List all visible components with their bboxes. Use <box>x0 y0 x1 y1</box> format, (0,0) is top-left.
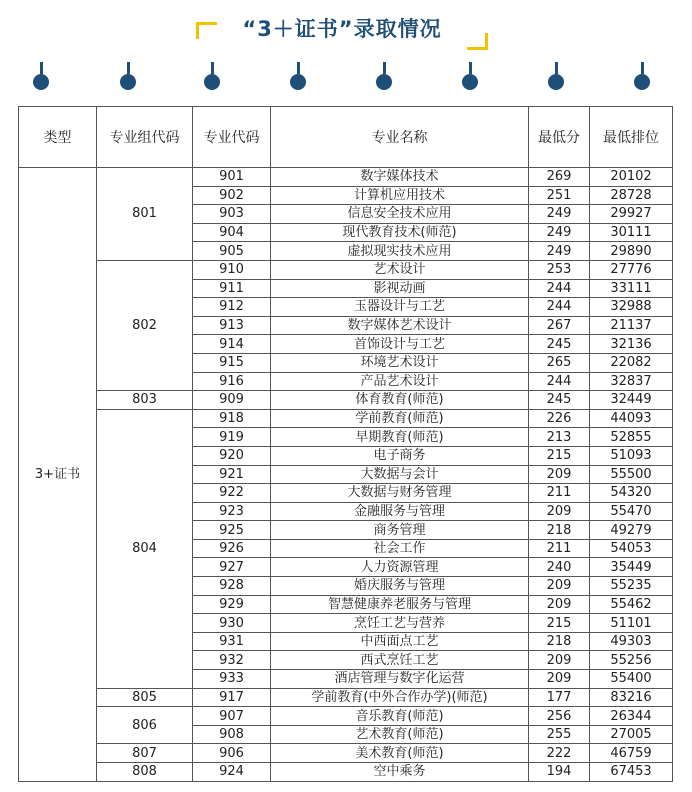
min-rank-cell: 32988 <box>590 298 673 317</box>
major-name-cell: 人力资源管理 <box>271 558 529 577</box>
major-name-cell: 中西面点工艺 <box>271 632 529 651</box>
min-rank-cell: 51101 <box>590 614 673 633</box>
min-score-cell: 211 <box>529 539 590 558</box>
min-score-cell: 209 <box>529 577 590 596</box>
major-name-cell: 学前教育(中外合作办学)(师范) <box>271 688 529 707</box>
major-code-cell: 902 <box>193 186 271 205</box>
major-code-cell: 923 <box>193 502 271 521</box>
major-name-cell: 影视动画 <box>271 279 529 298</box>
major-code-cell: 924 <box>193 763 271 782</box>
major-code-cell: 916 <box>193 372 271 391</box>
major-name-cell: 学前教育(师范) <box>271 409 529 428</box>
min-rank-cell: 32837 <box>590 372 673 391</box>
major-name-cell: 商务管理 <box>271 521 529 540</box>
major-code-cell: 922 <box>193 484 271 503</box>
pin-icon <box>376 62 392 90</box>
page-title: “3＋证书”录取情况 <box>242 17 442 41</box>
header-group-code: 专业组代码 <box>97 107 193 168</box>
min-rank-cell: 55256 <box>590 651 673 670</box>
min-score-cell: 209 <box>529 465 590 484</box>
min-score-cell: 211 <box>529 484 590 503</box>
min-rank-cell: 83216 <box>590 688 673 707</box>
min-rank-cell: 55470 <box>590 502 673 521</box>
min-rank-cell: 30111 <box>590 223 673 242</box>
major-name-cell: 社会工作 <box>271 539 529 558</box>
min-score-cell: 194 <box>529 763 590 782</box>
major-name-cell: 计算机应用技术 <box>271 186 529 205</box>
min-score-cell: 255 <box>529 725 590 744</box>
min-score-cell: 209 <box>529 670 590 689</box>
major-name-cell: 智慧健康养老服务与管理 <box>271 595 529 614</box>
min-score-cell: 256 <box>529 707 590 726</box>
type-cell: 3+证书 <box>19 168 97 782</box>
min-score-cell: 209 <box>529 651 590 670</box>
major-name-cell: 玉器设计与工艺 <box>271 298 529 317</box>
major-name-cell: 艺术设计 <box>271 260 529 279</box>
group-code-cell: 806 <box>97 707 193 744</box>
min-score-cell: 251 <box>529 186 590 205</box>
major-name-cell: 体育教育(师范) <box>271 391 529 410</box>
major-code-cell: 906 <box>193 744 271 763</box>
major-name-cell: 烹饪工艺与营养 <box>271 614 529 633</box>
major-name-cell: 电子商务 <box>271 446 529 465</box>
major-code-cell: 920 <box>193 446 271 465</box>
group-code-cell: 804 <box>97 409 193 688</box>
pin-icon <box>290 62 306 90</box>
min-rank-cell: 35449 <box>590 558 673 577</box>
major-code-cell: 921 <box>193 465 271 484</box>
group-code-cell: 801 <box>97 168 193 261</box>
group-code-cell: 808 <box>97 763 193 782</box>
major-name-cell: 艺术教育(师范) <box>271 725 529 744</box>
header-type: 类型 <box>19 107 97 168</box>
major-name-cell: 早期教育(师范) <box>271 428 529 447</box>
min-score-cell: 222 <box>529 744 590 763</box>
min-score-cell: 218 <box>529 632 590 651</box>
major-code-cell: 919 <box>193 428 271 447</box>
major-code-cell: 913 <box>193 316 271 335</box>
min-score-cell: 240 <box>529 558 590 577</box>
min-score-cell: 244 <box>529 372 590 391</box>
min-rank-cell: 20102 <box>590 168 673 187</box>
major-code-cell: 917 <box>193 688 271 707</box>
min-rank-cell: 29927 <box>590 205 673 224</box>
min-rank-cell: 26344 <box>590 707 673 726</box>
min-rank-cell: 32136 <box>590 335 673 354</box>
major-name-cell: 美术教育(师范) <box>271 744 529 763</box>
major-name-cell: 音乐教育(师范) <box>271 707 529 726</box>
major-code-cell: 910 <box>193 260 271 279</box>
min-rank-cell: 29890 <box>590 242 673 261</box>
min-rank-cell: 54053 <box>590 539 673 558</box>
min-score-cell: 253 <box>529 260 590 279</box>
min-score-cell: 244 <box>529 298 590 317</box>
major-name-cell: 环境艺术设计 <box>271 353 529 372</box>
major-name-cell: 现代教育技术(师范) <box>271 223 529 242</box>
min-score-cell: 215 <box>529 614 590 633</box>
header-major-code: 专业代码 <box>193 107 271 168</box>
decorative-pins <box>0 62 692 102</box>
min-rank-cell: 28728 <box>590 186 673 205</box>
pin-icon <box>634 62 650 90</box>
min-rank-cell: 22082 <box>590 353 673 372</box>
min-score-cell: 215 <box>529 446 590 465</box>
pin-icon <box>120 62 136 90</box>
min-rank-cell: 33111 <box>590 279 673 298</box>
major-code-cell: 914 <box>193 335 271 354</box>
min-rank-cell: 49279 <box>590 521 673 540</box>
major-code-cell: 905 <box>193 242 271 261</box>
min-rank-cell: 55462 <box>590 595 673 614</box>
group-code-cell: 802 <box>97 260 193 390</box>
major-name-cell: 西式烹饪工艺 <box>271 651 529 670</box>
pin-icon <box>462 62 478 90</box>
major-name-cell: 首饰设计与工艺 <box>271 335 529 354</box>
major-name-cell: 酒店管理与数字化运营 <box>271 670 529 689</box>
min-score-cell: 245 <box>529 335 590 354</box>
table-body <box>19 168 673 782</box>
major-code-cell: 904 <box>193 223 271 242</box>
major-code-cell: 925 <box>193 521 271 540</box>
major-name-cell: 婚庆服务与管理 <box>271 577 529 596</box>
major-code-cell: 932 <box>193 651 271 670</box>
min-score-cell: 267 <box>529 316 590 335</box>
title-banner <box>196 14 488 50</box>
major-code-cell: 908 <box>193 725 271 744</box>
min-score-cell: 226 <box>529 409 590 428</box>
table-row <box>19 168 673 187</box>
min-rank-cell: 52855 <box>590 428 673 447</box>
min-rank-cell: 55235 <box>590 577 673 596</box>
min-score-cell: 244 <box>529 279 590 298</box>
header-min-rank: 最低排位 <box>590 107 673 168</box>
min-rank-cell: 49303 <box>590 632 673 651</box>
major-code-cell: 903 <box>193 205 271 224</box>
min-rank-cell: 21137 <box>590 316 673 335</box>
major-name-cell: 空中乘务 <box>271 763 529 782</box>
table-row <box>19 391 673 410</box>
pin-icon <box>204 62 220 90</box>
min-rank-cell: 27776 <box>590 260 673 279</box>
major-code-cell: 915 <box>193 353 271 372</box>
major-name-cell: 大数据与会计 <box>271 465 529 484</box>
min-score-cell: 265 <box>529 353 590 372</box>
major-code-cell: 927 <box>193 558 271 577</box>
min-score-cell: 213 <box>529 428 590 447</box>
major-code-cell: 933 <box>193 670 271 689</box>
min-score-cell: 245 <box>529 391 590 410</box>
header-min-score: 最低分 <box>529 107 590 168</box>
major-code-cell: 901 <box>193 168 271 187</box>
min-rank-cell: 67453 <box>590 763 673 782</box>
table-row <box>19 688 673 707</box>
group-code-cell: 805 <box>97 688 193 707</box>
min-rank-cell: 27005 <box>590 725 673 744</box>
min-rank-cell: 55500 <box>590 465 673 484</box>
group-code-cell: 807 <box>97 744 193 763</box>
major-name-cell: 金融服务与管理 <box>271 502 529 521</box>
min-rank-cell: 51093 <box>590 446 673 465</box>
major-code-cell: 930 <box>193 614 271 633</box>
min-rank-cell: 44093 <box>590 409 673 428</box>
table-row <box>19 707 673 726</box>
table-row <box>19 409 673 428</box>
min-rank-cell: 46759 <box>590 744 673 763</box>
major-code-cell: 909 <box>193 391 271 410</box>
major-code-cell: 931 <box>193 632 271 651</box>
header-major-name: 专业名称 <box>271 107 529 168</box>
table-header-row <box>19 107 673 168</box>
pin-icon <box>33 62 49 90</box>
min-rank-cell: 55400 <box>590 670 673 689</box>
min-score-cell: 249 <box>529 242 590 261</box>
min-rank-cell: 32449 <box>590 391 673 410</box>
min-score-cell: 209 <box>529 595 590 614</box>
major-code-cell: 907 <box>193 707 271 726</box>
major-code-cell: 928 <box>193 577 271 596</box>
pin-icon <box>548 62 564 90</box>
admission-table <box>18 106 673 782</box>
major-name-cell: 信息安全技术应用 <box>271 205 529 224</box>
min-score-cell: 218 <box>529 521 590 540</box>
major-code-cell: 929 <box>193 595 271 614</box>
major-code-cell: 911 <box>193 279 271 298</box>
min-score-cell: 177 <box>529 688 590 707</box>
major-code-cell: 912 <box>193 298 271 317</box>
min-score-cell: 249 <box>529 205 590 224</box>
table-row <box>19 260 673 279</box>
min-score-cell: 209 <box>529 502 590 521</box>
major-name-cell: 大数据与财务管理 <box>271 484 529 503</box>
major-name-cell: 数字媒体技术 <box>271 168 529 187</box>
table-row <box>19 744 673 763</box>
major-code-cell: 918 <box>193 409 271 428</box>
major-name-cell: 产品艺术设计 <box>271 372 529 391</box>
min-score-cell: 249 <box>529 223 590 242</box>
table-row <box>19 763 673 782</box>
min-rank-cell: 54320 <box>590 484 673 503</box>
major-name-cell: 虚拟现实技术应用 <box>271 242 529 261</box>
group-code-cell: 803 <box>97 391 193 410</box>
min-score-cell: 269 <box>529 168 590 187</box>
major-code-cell: 926 <box>193 539 271 558</box>
major-name-cell: 数字媒体艺术设计 <box>271 316 529 335</box>
